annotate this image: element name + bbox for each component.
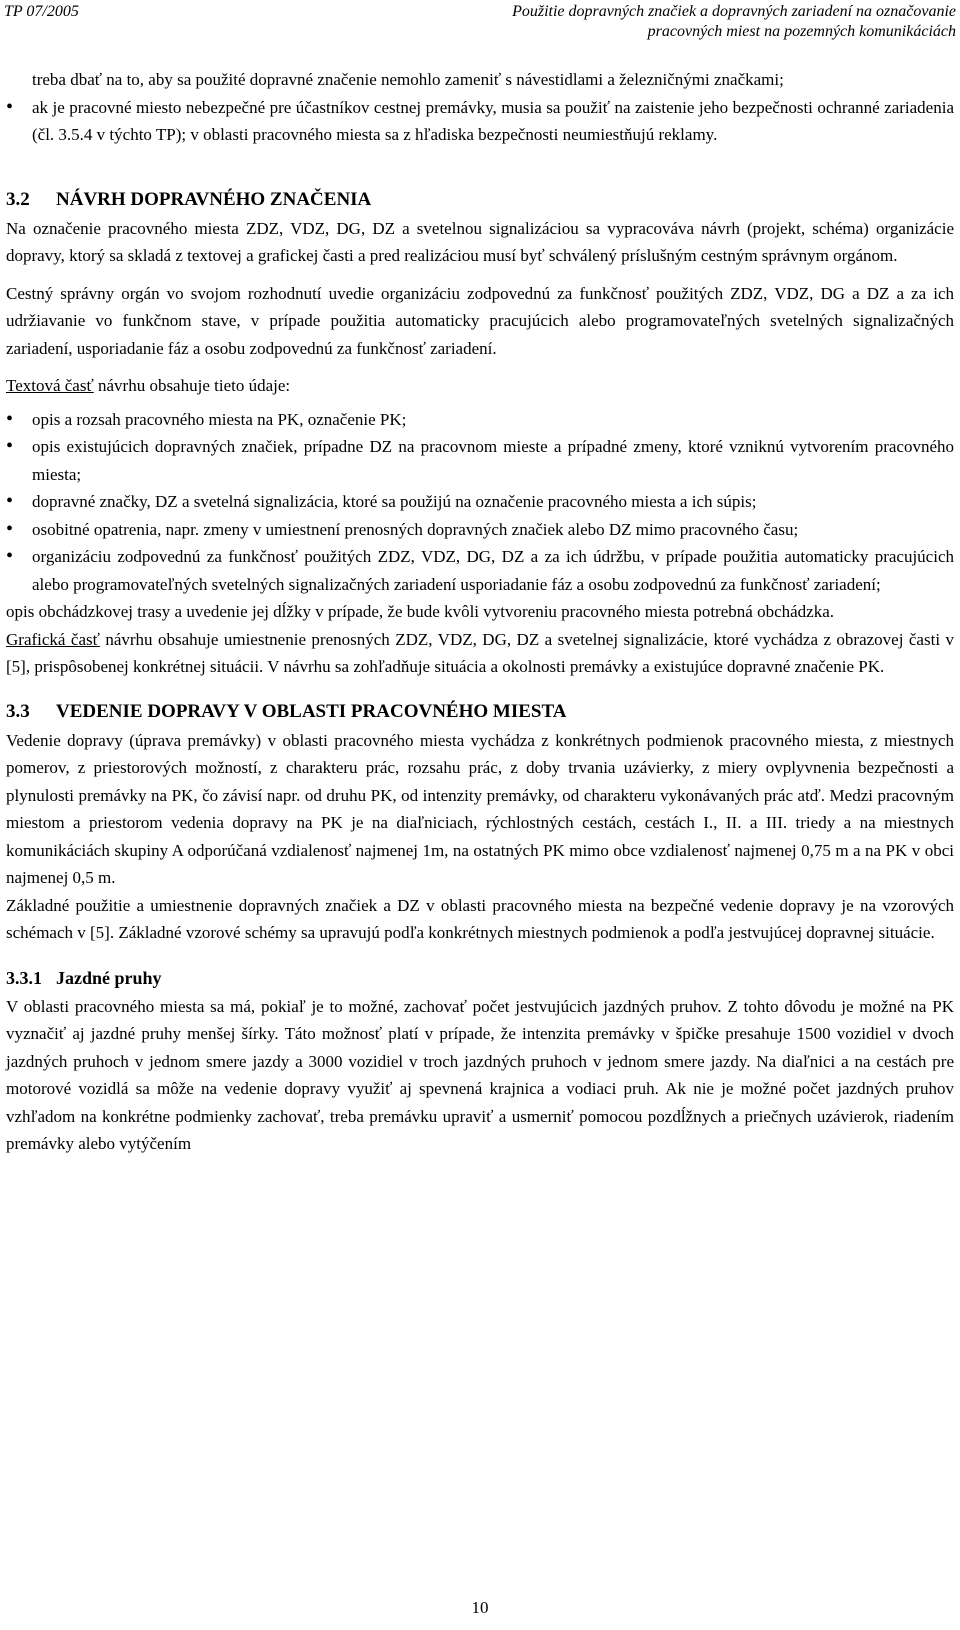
graphic-part-rest: návrhu obsahuje umiestnenie prenosných ZDZ, VDZ, DG, DZ a svetelnej signalizácie, ktoré vychádza z obrazovej časti v [5], prispôsobenej konkrétnej situácii. V návrhu sa zohľadňuje situácia a okolnosti premávky a existujúce dopravné značenie PK. <box>6 629 954 676</box>
paragraph: Vedenie dopravy (úprava premávky) v oblasti pracovného miesta vychádza z konkrétnych podmienok pracovného miesta, z miestnych pomerov, z priestorových možností, z charakteru prác, rozsahu prác, z doby trvania uzávierky, z miery ovplyvnenia bezpečnosti a plynulosti premávky na PK, čo závisí napr. od druhu PK, od intenzity premávky, od charakteru vykonávaných prác atď. Medzi pracovným miestom a priestorom vedenia dopravy na PK je na diaľniciach, rýchlostných cestách, cestách I., II. a III. triedy a na miestnych komunikáciách skupiny A odporúčaná vzdialenosť najmenej 1m, na ostatných PK mimo obce vzdialenosť najmenej 0,75 m a na PK v obci najmenej 0,5 m. <box>6 730 954 887</box>
header-title-line-1: Použitie dopravných značiek a dopravných zariadení na označovanie <box>512 3 956 20</box>
graphic-part-paragraph <box>6 626 954 681</box>
text-part-rest: návrhu obsahuje tieto údaje: <box>93 376 291 395</box>
section-number: 3.3 <box>6 700 30 722</box>
section-heading-3-2 <box>6 185 954 215</box>
text-part-list <box>6 406 954 599</box>
text-part-intro <box>6 372 954 400</box>
list-item: • organizáciu zodpovednú za funkčnosť použitých ZDZ, VDZ, DG, DZ a za ich údržbu, v prípade použitia automaticky pracujúcich alebo programovateľných svetelných signalizačných zariadení usporiadanie fáz a osobu zodpovednú za funkčnosť zariadení; <box>6 543 954 598</box>
text-part-label: Textová časť <box>6 376 94 395</box>
paragraph: Základné použitie a umiestnenie dopravných značiek a DZ v oblasti pracovného miesta na bezpečné vedenie dopravy je na vzorových schémach v [5]. Základné vzorové schémy sa upravujú podľa konkrétnych miestnych podmienok a podľa jestvujúcej dopravnej situácie. <box>6 895 954 942</box>
section-heading-3-3 <box>6 697 954 727</box>
section-number: 3.3.1 <box>6 967 42 988</box>
section-title: NÁVRH DOPRAVNÉHO ZNAČENIA <box>56 188 372 210</box>
section-number: 3.2 <box>6 188 30 210</box>
paragraph: V oblasti pracovného miesta sa má, pokiaľ je to možné, zachovať počet jestvujúcich jazdných pruhov. Z tohto dôvodu je možné na PK vyznačiť aj jazdné pruhy menšej šírky. Táto možnosť platí v prípade, že intenzita premávky v špičke presahuje 1500 vozidiel v dvoch jazdných pruhoch v jednom smere jazdy a 3000 vozidiel v troch jazdných pruhoch v jednom smere jazdy. Na diaľnici a na cestách pre motorové vozidlá sa môže na vedenie dopravy využiť aj spevnená krajnica a vodiaci pruh. Ak nie je možné počet jazdných pruhov vzhľadom na konkrétne podmienky zachovať, treba premávku upraviť a usmerniť pomocou pozdĺžnych a priečnych uzávierok, riadením premávky alebo vytýčením <box>6 996 954 1153</box>
list-item: • opis existujúcich dopravných značiek, prípadne DZ na pracovnom mieste a prípadné zmeny, ktoré vzniknú vytvorením pracovného miesta; <box>6 433 954 488</box>
header-title-line-2: pracovných miest na pozemných komunikáciách <box>647 23 956 40</box>
intro-bullet-list <box>6 94 954 149</box>
paragraph: opis obchádzkovej trasy a uvedenie jej dĺžky v prípade, že bude kvôli vytvoreniu pracovného miesta potrebná obchádzka. <box>6 602 834 621</box>
section-heading-3-3-1 <box>6 963 954 993</box>
section-title: Jazdné pruhy <box>56 967 162 988</box>
intro-continuation: treba dbať na to, aby sa použité dopravné značenie nemohlo zameniť s návestidlami a železničnými značkami; <box>32 70 784 89</box>
header-doc-code: TP 07/2005 <box>4 3 79 20</box>
list-item: • opis a rozsah pracovného miesta na PK, označenie PK; <box>6 406 954 434</box>
page-number: 10 <box>471 1598 489 1617</box>
paragraph: Cestný správny orgán vo svojom rozhodnutí uvedie organizáciu zodpovednú za funkčnosť použitých ZDZ, VDZ, DG a DZ a za ich udržiavanie vo funkčnom stave, v prípade použitia automaticky pracujúcich alebo programovateľných svetelných signalizačných zariadení, usporiadanie fáz a osobu zodpovednú za funkčnosť zariadení. <box>6 283 954 358</box>
paragraph: Na označenie pracovného miesta ZDZ, VDZ, DG, DZ a svetelnou signalizáciou sa vypracováva návrh (projekt, schéma) organizácie dopravy, ktorý sa skladá z textovej a grafickej časti a pred realizáciou musí byť schválený príslušným cestným správnym orgánom. <box>6 218 954 265</box>
list-item: • dopravné značky, DZ a svetelná signalizácia, ktoré sa použijú na označenie pracovného miesta a ich súpis; <box>6 488 954 516</box>
section-title: VEDENIE DOPRAVY V OBLASTI PRACOVNÉHO MIESTA <box>56 700 567 722</box>
header-doc-title <box>512 2 956 42</box>
graphic-part-label: Grafická časť <box>6 629 100 649</box>
page-body <box>6 66 954 1158</box>
list-item: • osobitné opatrenia, napr. zmeny v umiestnení prenosných dopravných značiek alebo DZ mimo pracovného času; <box>6 516 954 544</box>
list-item: • ak je pracovné miesto nebezpečné pre účastníkov cestnej premávky, musia sa použiť na zaistenie jeho bezpečnosti ochranné zariadenia (čl. 3.5.4 v týchto TP); v oblasti pracovného miesta sa z hľadiska bezpečnosti neumiestňujú reklamy. <box>6 94 954 149</box>
